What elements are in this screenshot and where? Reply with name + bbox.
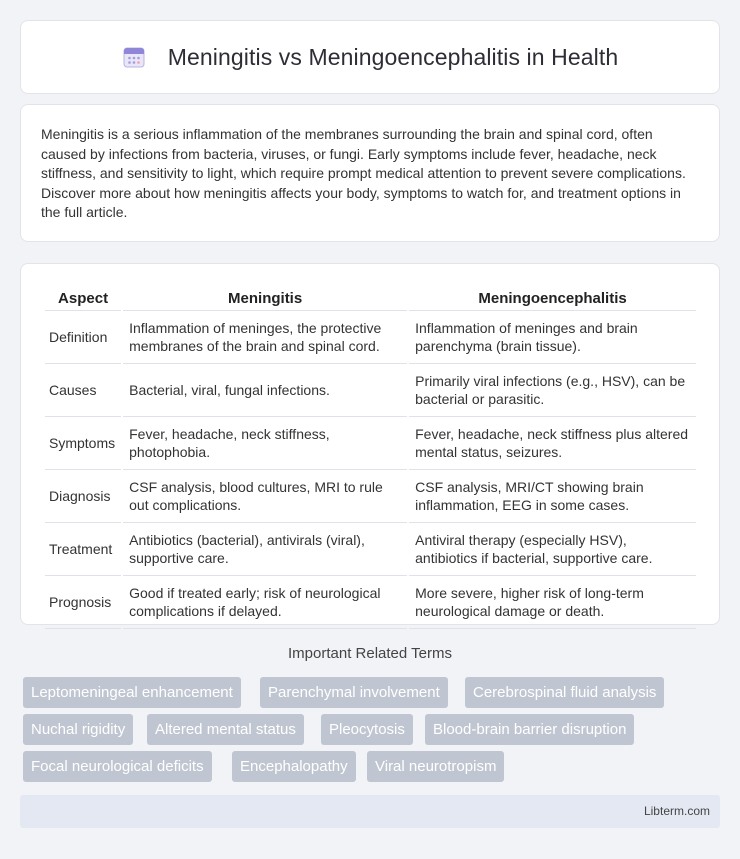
- row-meningitis: Antibiotics (bacterial), antivirals (viral), supportive care.: [123, 523, 407, 576]
- related-term-tag[interactable]: Encephalopathy: [232, 751, 356, 782]
- table-row: [45, 576, 696, 629]
- table-row: [45, 417, 696, 470]
- row-meningoencephalitis: CSF analysis, MRI/CT showing brain inflammation, EEG in some cases.: [409, 470, 696, 523]
- comparison-table: [43, 286, 698, 629]
- row-aspect: Definition: [45, 311, 121, 364]
- row-meningitis: Inflammation of meninges, the protective membranes of the brain and spinal cord.: [123, 311, 407, 364]
- row-aspect: Prognosis: [45, 576, 121, 629]
- footer: [20, 795, 720, 828]
- comparison-card: [20, 263, 720, 625]
- calendar-icon: [122, 45, 146, 69]
- related-term-tag[interactable]: Viral neurotropism: [367, 751, 504, 782]
- related-term-tag[interactable]: Altered mental status: [147, 714, 304, 745]
- title-card: [20, 20, 720, 94]
- row-meningitis: Good if treated early; risk of neurological complications if delayed.: [123, 576, 407, 629]
- table-row: [45, 523, 696, 576]
- row-meningitis: Fever, headache, neck stiffness, photophobia.: [123, 417, 407, 470]
- footer-brand-link[interactable]: Libterm.com: [643, 804, 710, 818]
- intro-text: Meningitis is a serious inflammation of the membranes surrounding the brain and spinal cord, often caused by infections from bacteria, viruses, or fungi. Early symptoms include fever, headache, neck stiffness, and sensitivity to light, which require prompt medical attention to prevent severe complications. Discover more about how meningitis affects your body, symptoms to watch for, and treatment options in the full article.: [41, 126, 686, 220]
- row-meningoencephalitis: Inflammation of meninges and brain parenchyma (brain tissue).: [409, 311, 696, 364]
- header-aspect: Aspect: [45, 286, 121, 311]
- row-aspect: Treatment: [45, 523, 121, 576]
- row-aspect: Causes: [45, 364, 121, 417]
- row-meningitis: Bacterial, viral, fungal infections.: [123, 364, 407, 417]
- row-meningoencephalitis: Antiviral therapy (especially HSV), antibiotics if bacterial, supportive care.: [409, 523, 696, 576]
- row-meningoencephalitis: Primarily viral infections (e.g., HSV), can be bacterial or parasitic.: [409, 364, 696, 417]
- row-meningitis: CSF analysis, blood cultures, MRI to rule out complications.: [123, 470, 407, 523]
- table-row: [45, 364, 696, 417]
- row-meningoencephalitis: More severe, higher risk of long-term neurological damage or death.: [409, 576, 696, 629]
- page-title: Meningitis vs Meningoencephalitis in Health: [167, 43, 619, 70]
- related-term-tag[interactable]: Blood-brain barrier disruption: [425, 714, 634, 745]
- related-term-tag[interactable]: Cerebrospinal fluid analysis: [465, 677, 664, 708]
- table-row: [45, 470, 696, 523]
- row-aspect: Diagnosis: [45, 470, 121, 523]
- related-terms-title: Important Related Terms: [288, 645, 452, 662]
- row-aspect: Symptoms: [45, 417, 121, 470]
- related-term-tag[interactable]: Focal neurological deficits: [23, 751, 212, 782]
- header-meningitis: Meningitis: [123, 286, 407, 311]
- related-term-tag[interactable]: Pleocytosis: [321, 714, 413, 745]
- intro-card: [20, 104, 720, 242]
- header-meningoencephalitis: Meningoencephalitis: [409, 286, 696, 311]
- related-term-tag[interactable]: Nuchal rigidity: [23, 714, 133, 745]
- related-term-tag[interactable]: Leptomeningeal enhancement: [23, 677, 241, 708]
- table-row: [45, 311, 696, 364]
- related-term-tag[interactable]: Parenchymal involvement: [260, 677, 448, 708]
- row-meningoencephalitis: Fever, headache, neck stiffness plus altered mental status, seizures.: [409, 417, 696, 470]
